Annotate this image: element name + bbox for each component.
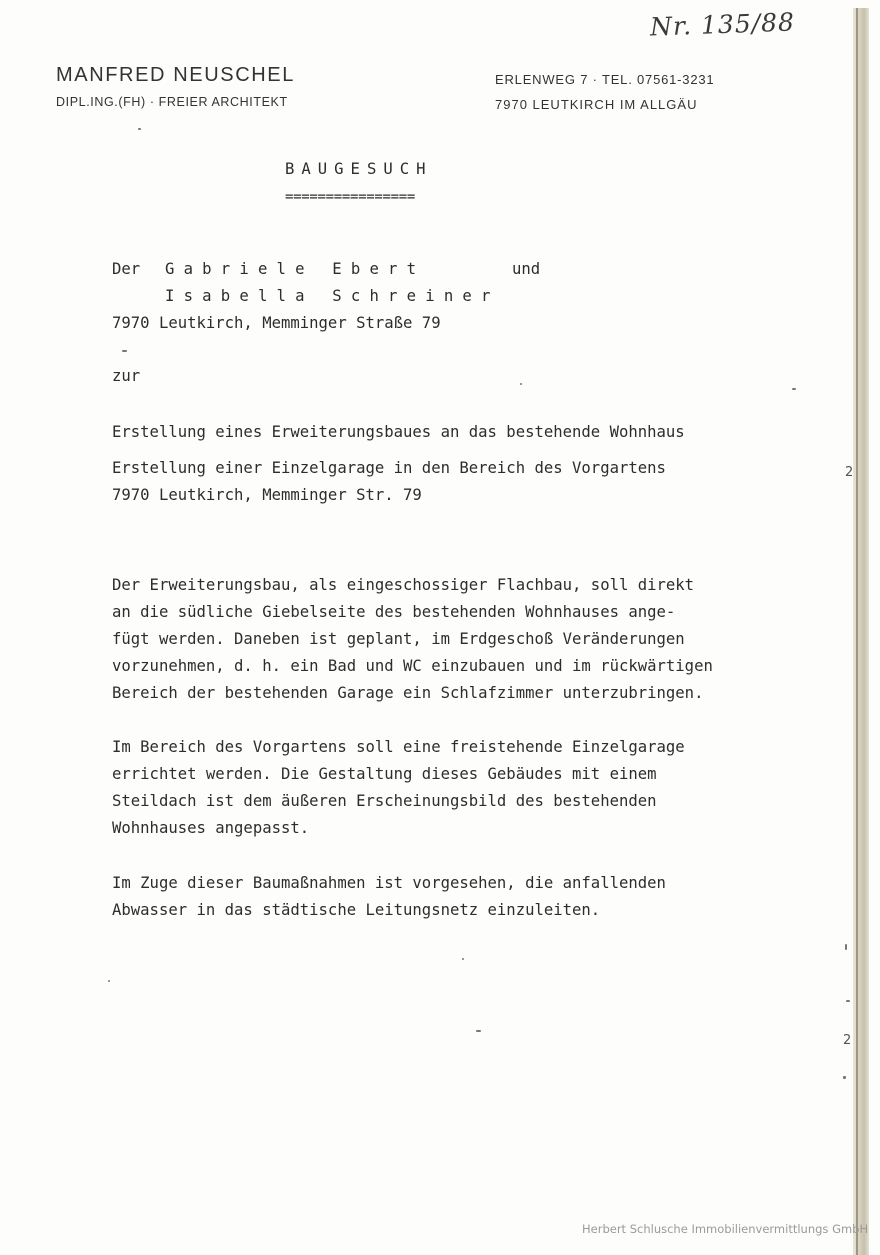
scan-speck: [845, 944, 847, 950]
scan-speck: [138, 128, 141, 130]
scan-speck: [846, 1000, 850, 1002]
scan-speck: [520, 383, 522, 385]
paper-edge-line: [856, 8, 858, 1255]
paragraph-1-line: Bereich der bestehenden Garage ein Schlafzimmer unterzubringen.: [112, 684, 704, 702]
watermark: Herbert Schlusche Immobilienvermittlungs GmbH: [582, 1222, 869, 1236]
zur-text: zur: [112, 367, 141, 385]
applicant-name-2: Isabella Schreiner: [165, 287, 500, 305]
applicant-address: 7970 Leutkirch, Memminger Straße 79: [112, 314, 441, 332]
architect-title: DIPL.ING.(FH) · FREIER ARCHITEKT: [56, 95, 288, 109]
heading-underline: ================: [285, 189, 416, 205]
scan-speck: [122, 350, 127, 352]
handwritten-reference-number: Nr. 135/88: [649, 7, 796, 42]
scan-speck: [108, 980, 110, 982]
document-heading: BAUGESUCH: [285, 160, 433, 178]
scan-speck: [462, 958, 464, 960]
paragraph-2-line: errichtet werden. Die Gestaltung dieses Gebäudes mit einem: [112, 765, 657, 783]
paragraph-1-line: Der Erweiterungsbau, als eingeschossiger Flachbau, soll direkt: [112, 576, 695, 594]
applicant-name-1: Gabriele Ebert: [165, 260, 426, 278]
project-line-2: Erstellung einer Einzelgarage in den Bereich des Vorgartens: [112, 459, 666, 477]
scan-speck: [792, 388, 796, 390]
applicant-prefix: Der: [112, 260, 141, 278]
paragraph-1-line: fügt werden. Daneben ist geplant, im Erdgeschoß Veränderungen: [112, 630, 685, 648]
project-address: 7970 Leutkirch, Memminger Str. 79: [112, 486, 422, 504]
paragraph-2-line: Steildach ist dem äußeren Erscheinungsbild des bestehenden: [112, 792, 657, 810]
paragraph-3-line: Abwasser in das städtische Leitungsnetz einzuleiten.: [112, 901, 601, 919]
project-line-1: Erstellung eines Erweiterungsbaues an das bestehende Wohnhaus: [112, 423, 685, 441]
scan-speck: [476, 1030, 481, 1032]
architect-address: ERLENWEG 7 · TEL. 07561-3231: [495, 72, 715, 87]
scan-speck: [843, 1076, 846, 1079]
paragraph-1-line: an die südliche Giebelseite des bestehenden Wohnhauses ange-: [112, 603, 676, 621]
margin-mark: 2: [845, 465, 854, 480]
paragraph-2-line: Wohnhauses angepasst.: [112, 819, 310, 837]
paragraph-3-line: Im Zuge dieser Baumaßnahmen ist vorgesehen, die anfallenden: [112, 874, 666, 892]
paragraph-1-line: vorzunehmen, d. h. ein Bad und WC einzubauen und im rückwärtigen: [112, 657, 713, 675]
margin-mark: 2: [843, 1033, 852, 1048]
architect-name: MANFRED NEUSCHEL: [56, 64, 295, 86]
paragraph-2-line: Im Bereich des Vorgartens soll eine freistehende Einzelgarage: [112, 738, 685, 756]
applicant-conjunction: und: [512, 260, 541, 278]
architect-city: 7970 LEUTKIRCH IM ALLGÄU: [495, 97, 698, 112]
